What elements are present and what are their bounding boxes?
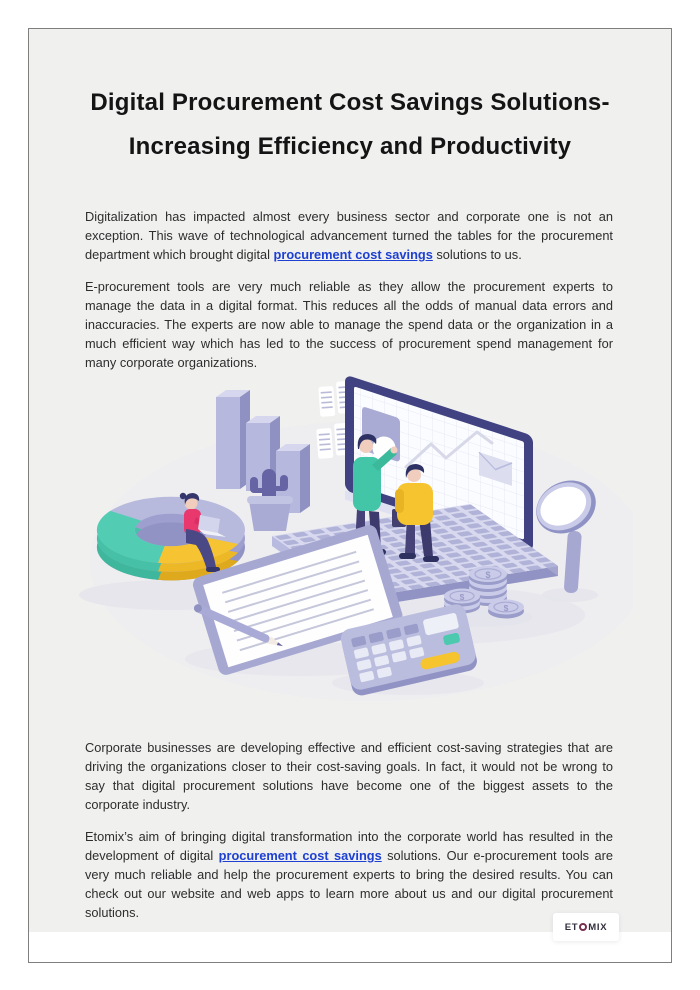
svg-text:$: $ [503,603,509,613]
procurement-cost-savings-link-2[interactable]: procurement cost savings [218,848,382,863]
paragraph-4-text: Etomix’s aim of bringing digital transformation into the corporate world has resulted in the development of digital [85,829,613,863]
procurement-cost-savings-link-1[interactable]: procurement cost savings [273,247,433,262]
paragraph-3: Corporate businesses are developing effective and efficient cost-saving strategies that are driving the organizations closer to their cost-saving goals. In fact, it would not be wrong to say that digital procurement solutions have become one of the biggest assets to the corporate industry. [85,740,613,812]
title-line-2: Increasing Efficiency and Productivity [128,133,572,160]
paragraph-1-text: Digitalization has impacted almost every business sector and corporate one is not an exception. This wave of technological advancement turned the tables for the procurement department which brought digital [85,209,613,262]
etomix-logo-text-suffix: MIX [588,921,608,933]
paragraph-4-text-end: solutions. Our e-procurement tools are very much reliable and help the procurement experts to bring the desired results. You can check out our website and web apps to learn more about us and our digital procurement solutions. [85,848,613,920]
paragraph-1-text-end: solutions to us. [432,247,522,262]
paragraph-4 [85,827,613,922]
paragraph-1 [85,207,613,264]
procurement-illustration [68,353,633,733]
title-line-1: Digital Procurement Cost Savings Solutions- [90,89,610,116]
etomix-logo-o-icon [579,923,587,931]
page-title [59,81,641,169]
svg-text:$: $ [485,570,491,580]
article-background [29,29,671,932]
cactus-plant-icon [247,469,293,531]
svg-text:$: $ [459,592,465,602]
etomix-logo-text-prefix: ET [564,921,579,933]
paragraph-2: E-procurement tools are very much reliable as they allow the procurement experts to manage the data in a digital format. This reduces all the odds of manual data errors and inaccuracies. The experts are now able to manage the spend data or the organization in a much efficient way which has led to the success of procurement spend management for many corporate organizations. [85,279,613,370]
document-page [28,28,672,963]
etomix-logo[interactable] [553,913,619,941]
